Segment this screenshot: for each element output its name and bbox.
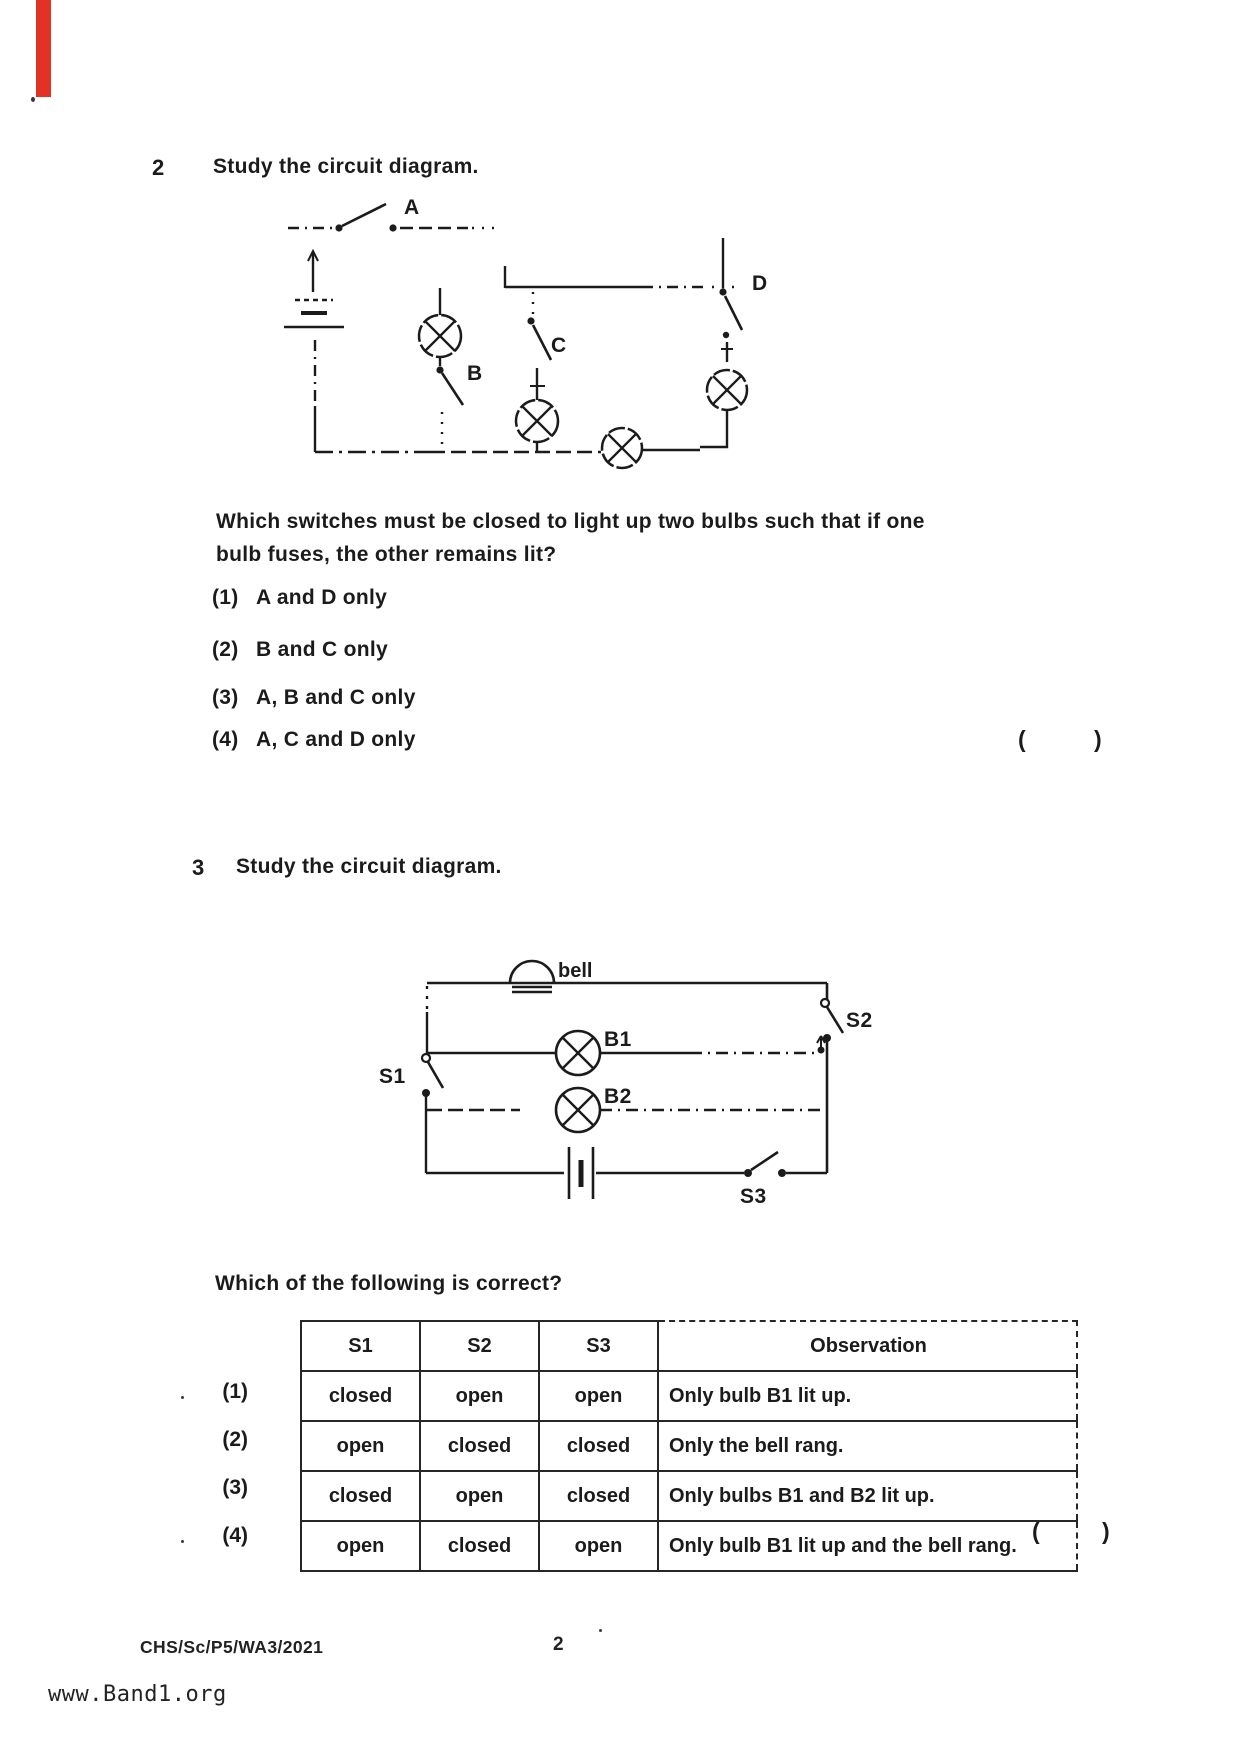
q3-answer-bracket-close: )	[1102, 1518, 1110, 1544]
q3-question-bold: correct?	[475, 1272, 563, 1295]
row3-s2: open	[420, 1471, 539, 1521]
table-row	[301, 1521, 1077, 1571]
row4-observation: Only bulb B1 lit up and the bell rang.	[658, 1521, 1077, 1571]
q2-option-2-label: (2)	[212, 638, 239, 661]
q2-number: 2	[152, 155, 165, 180]
row1-s2: open	[420, 1371, 539, 1421]
q2-option-2-text: B and C only	[256, 638, 388, 661]
q2-option-1-text: A and D only	[256, 586, 388, 609]
q3-row-label-1: (1)	[222, 1380, 248, 1403]
q2-label-a: A	[404, 196, 420, 219]
col-header-s1: S1	[301, 1321, 420, 1371]
red-margin-bar	[36, 0, 51, 97]
bulb-b2	[556, 1088, 600, 1132]
scan-speck	[181, 1396, 184, 1399]
row2-observation: Only the bell rang.	[658, 1421, 1077, 1471]
battery	[284, 251, 344, 452]
q3-number: 3	[192, 855, 205, 880]
bulb-4	[602, 428, 642, 468]
q2-option-4-label: (4)	[212, 728, 239, 751]
scan-speck	[599, 1629, 602, 1632]
q3-label-b2: B2	[604, 1085, 632, 1108]
scan-speck	[181, 1540, 184, 1543]
row1-s3: open	[539, 1371, 658, 1421]
switch-b	[436, 357, 463, 452]
q2-answer-bracket-close: )	[1094, 726, 1102, 752]
row1-observation: Only bulb B1 lit up.	[658, 1371, 1077, 1421]
observation-table	[300, 1320, 1078, 1572]
q2-label-c: C	[551, 334, 567, 357]
q3-row-label-3: (3)	[222, 1476, 248, 1499]
q3-row-label-2: (2)	[222, 1428, 248, 1451]
q3-question-prefix: Which of the following is	[215, 1272, 476, 1295]
table-row	[301, 1471, 1077, 1521]
table-row	[301, 1371, 1077, 1421]
q2-question-line1: Which switches must be closed to light up two bulbs such that if one	[216, 510, 925, 533]
col-header-observation: Observation	[658, 1321, 1077, 1371]
q2-option-3-label: (3)	[212, 686, 239, 709]
row2-s1: open	[301, 1421, 420, 1471]
bulb-b1	[556, 1031, 600, 1075]
footer-paper-code: CHS/Sc/P5/WA3/2021	[140, 1637, 324, 1657]
q2-label-b: B	[467, 362, 483, 385]
row3-s1: closed	[301, 1471, 420, 1521]
bulb-2	[516, 368, 558, 452]
q2-circuit-diagram	[270, 190, 890, 480]
switch-s3	[744, 1152, 827, 1177]
q2-option-4-text: A, C and D only	[256, 728, 416, 751]
footer-page-number: 2	[553, 1634, 564, 1655]
switch-s2	[821, 999, 843, 1173]
row4-s3: open	[539, 1521, 658, 1571]
q2-option-1-label: (1)	[212, 586, 239, 609]
q3-answer-bracket-open: (	[1032, 1518, 1040, 1544]
q2-prompt: Study the circuit diagram.	[213, 155, 479, 178]
q2-label-d: D	[752, 272, 768, 295]
row3-observation: Only bulbs B1 and B2 lit up.	[658, 1471, 1077, 1521]
q3-prompt: Study the circuit diagram.	[236, 855, 502, 878]
q3-label-s2: S2	[846, 1009, 873, 1032]
q3-row-label-4: (4)	[222, 1524, 248, 1547]
watermark-url: www.Band1.org	[48, 1682, 227, 1707]
bulb-3	[700, 342, 747, 447]
switch-a	[288, 204, 500, 232]
bell	[510, 961, 554, 992]
battery-q3	[569, 1147, 593, 1199]
col-header-s3: S3	[539, 1321, 658, 1371]
row2-s3: closed	[539, 1421, 658, 1471]
q3-label-s3: S3	[740, 1185, 767, 1208]
scan-speck	[31, 97, 35, 102]
switch-c	[527, 292, 551, 360]
q3-label-b1: B1	[604, 1028, 632, 1051]
q2-option-3-text: A, B and C only	[256, 686, 416, 709]
row4-s2: closed	[420, 1521, 539, 1571]
col-header-s2: S2	[420, 1321, 539, 1371]
bulb-1	[419, 288, 461, 357]
q2-question-line2: bulb fuses, the other remains lit?	[216, 543, 557, 566]
q3-circuit-diagram	[368, 942, 898, 1222]
q3-question	[215, 1272, 562, 1296]
row4-s1: open	[301, 1521, 420, 1571]
row2-s2: closed	[420, 1421, 539, 1471]
switch-s1	[422, 1054, 443, 1110]
q2-answer-bracket-open: (	[1018, 726, 1026, 752]
row1-s1: closed	[301, 1371, 420, 1421]
q3-label-bell: bell	[558, 960, 593, 982]
table-header-row	[301, 1321, 1077, 1371]
q3-label-s1: S1	[379, 1065, 406, 1088]
row3-s3: closed	[539, 1471, 658, 1521]
table-row	[301, 1421, 1077, 1471]
